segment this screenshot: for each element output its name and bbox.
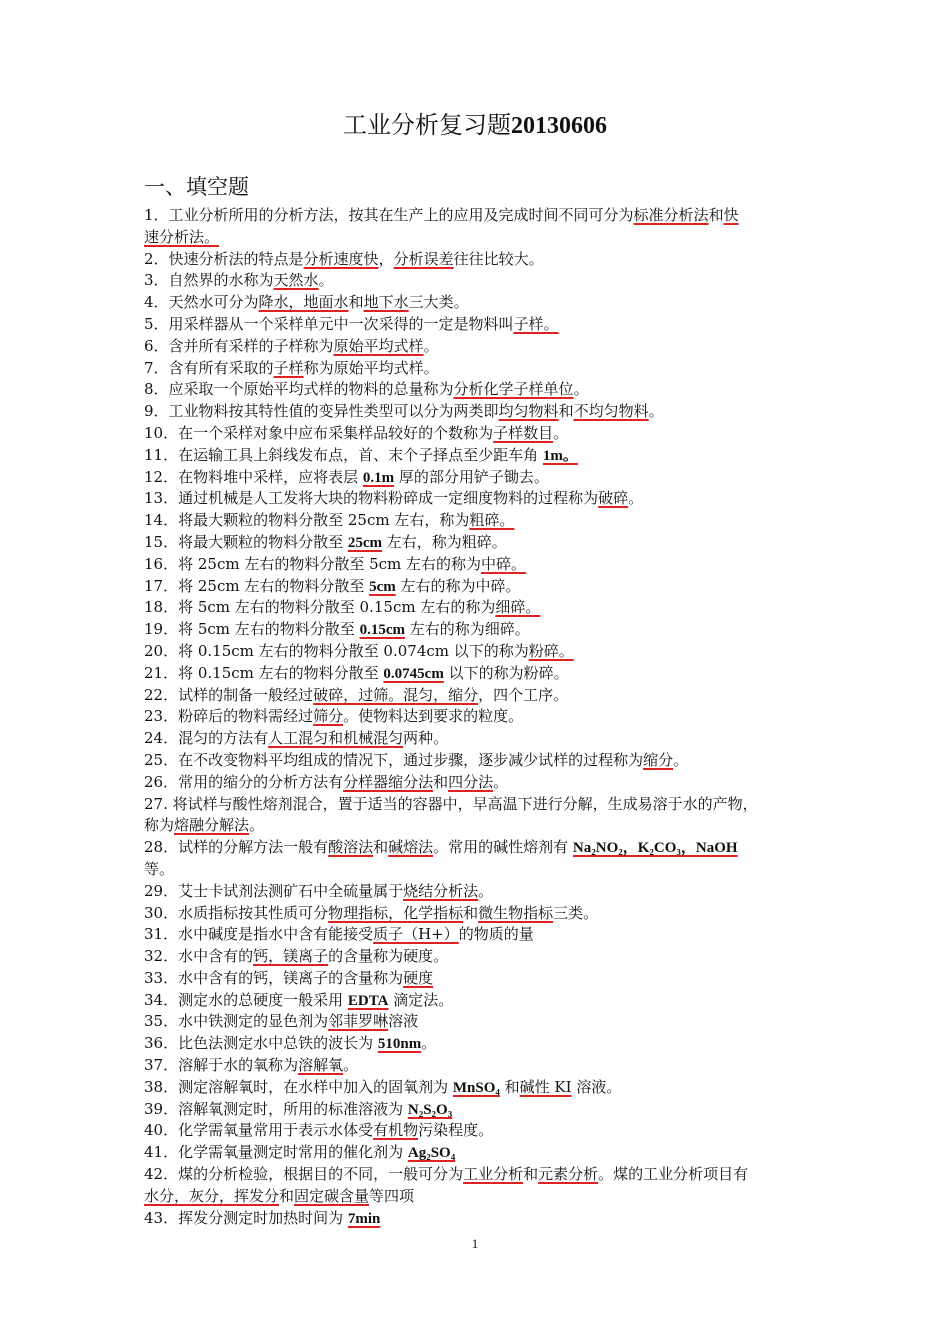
question-line xyxy=(144,249,812,271)
question-text: 38．测定溶解氧时，在水样中加入的固氧剂为 xyxy=(144,1077,453,1096)
answer-text: 7min xyxy=(347,1210,381,1227)
question-line xyxy=(144,532,812,554)
question-line xyxy=(144,1164,812,1186)
question-line xyxy=(144,968,812,990)
question-line xyxy=(144,576,812,598)
question-text: 。 xyxy=(628,489,644,508)
question-text: 13．通过机械是人工发将大块的物料粉碎成一定细度物料的过程称为 xyxy=(144,489,599,508)
question-line xyxy=(144,292,812,314)
question-line xyxy=(144,794,812,816)
answer-text: 钙，镁离子 xyxy=(253,947,329,966)
question-line xyxy=(144,924,812,946)
question-line xyxy=(144,641,812,663)
question-text: 33．水中含有的钙，镁离子的含量称为 xyxy=(144,968,404,987)
answer-text: 元素分析 xyxy=(538,1165,599,1184)
answer-text: 硬度 xyxy=(403,968,434,987)
title-text: 工业分析复习题 xyxy=(343,111,511,139)
question-text: 27. 将试样与酸性熔剂混合，置于适当的容器中，早高温下进行分解，生成易溶于水的产物， xyxy=(144,794,758,813)
question-line xyxy=(144,1055,812,1077)
question-text: 三类。 xyxy=(553,903,599,922)
answer-text: 地下水 xyxy=(363,293,409,312)
question-text: 左右的称为细碎。 xyxy=(404,620,530,639)
question-line xyxy=(144,597,812,619)
question-text: 31．水中碱度是指水中含有能接受 xyxy=(144,925,374,944)
answer-text: 水分，灰分，挥发分 xyxy=(144,1186,280,1205)
question-text: 称为原始平均式样。 xyxy=(303,358,439,377)
answer-text: 破碎 xyxy=(598,489,629,508)
question-text: 左右的称为中碎。 xyxy=(395,576,521,595)
question-line xyxy=(144,1033,812,1055)
question-text: 。 xyxy=(553,423,569,442)
question-text: 。 xyxy=(478,881,494,900)
answer-text: 子样 xyxy=(273,358,304,377)
answer-text: 速分析法。 xyxy=(144,227,220,246)
answer-text: 25cm xyxy=(347,534,383,551)
answer-text: MnSO₄ xyxy=(452,1079,500,1096)
question-text: 41．化学需氧量测定时常用的催化剂为 xyxy=(144,1143,408,1162)
section-heading: 一、填空题 xyxy=(144,175,249,199)
question-text: 4．天然水可分为 xyxy=(144,293,259,312)
question-text: 两种。 xyxy=(403,729,449,748)
answer-text: 工业分析 xyxy=(463,1165,524,1184)
question-text: 36．比色法测定水中总铁的波长为 xyxy=(144,1034,378,1053)
answer-text: 子样数目 xyxy=(493,423,554,442)
answer-text: Na₂NO₂，K₂CO₃，NaOH xyxy=(572,840,738,857)
answer-text: 5cm xyxy=(369,578,396,595)
question-line xyxy=(144,1208,812,1230)
answer-text: 破碎，过筛。混匀，缩分 xyxy=(313,685,479,704)
answer-text: 碱熔法 xyxy=(388,838,434,857)
answer-text: 粉碎。 xyxy=(528,641,574,660)
question-text: 35．水中铁测定的显色剂为 xyxy=(144,1012,329,1031)
question-line xyxy=(144,336,812,358)
question-line xyxy=(144,1011,812,1033)
question-text: 25．在不改变物料平均组成的情况下，通过步骤，逐步减少试样的过程称为 xyxy=(144,750,644,769)
answer-text: 粗碎。 xyxy=(469,511,515,530)
answer-text: 缩分 xyxy=(643,750,674,769)
answer-text: 熔融分解法 xyxy=(174,816,250,835)
question-text: 三大类。 xyxy=(408,293,469,312)
answer-text: 有机物 xyxy=(373,1121,419,1140)
question-text: 和 xyxy=(373,838,389,857)
question-text: 6．含并所有采样的子样称为 xyxy=(144,336,334,355)
question-text: 17．将 25cm 左右的物料分散至 xyxy=(144,576,370,595)
title-code: 20130606 xyxy=(511,113,607,139)
question-text: ， xyxy=(378,249,394,268)
question-text: 1．工业分析所用的分析方法，按其在生产上的应用及完成时间不同可分为 xyxy=(144,206,634,224)
question-line xyxy=(144,270,812,292)
question-text: 和 xyxy=(279,1186,295,1205)
question-line xyxy=(144,663,812,685)
answer-text: 细碎。 xyxy=(495,598,541,617)
question-line xyxy=(144,859,812,881)
question-text: 16．将 25cm 左右的物料分散至 5cm 左右的称为 xyxy=(144,554,482,573)
answer-text: 中碎。 xyxy=(481,554,527,573)
question-text: 。使物料达到要求的粒度。 xyxy=(343,707,524,726)
question-line xyxy=(144,467,812,489)
question-line xyxy=(144,685,812,707)
answer-text: 标准分析法 xyxy=(633,206,709,224)
question-line xyxy=(144,837,812,859)
question-text: 的物质的量 xyxy=(458,925,534,944)
question-text: 左右，称为粗碎。 xyxy=(382,532,507,551)
question-line xyxy=(144,205,812,227)
question-text: 往往比较大。 xyxy=(453,249,544,268)
answer-text: 分析化学子样单位 xyxy=(453,380,574,399)
answer-text: 碱性 KI xyxy=(519,1077,572,1096)
question-text: 26．常用的缩分的分析方法有 xyxy=(144,772,344,791)
answer-text: 子样。 xyxy=(513,314,559,333)
question-line xyxy=(144,379,812,401)
answer-text: 分样器缩分法 xyxy=(343,772,434,791)
question-text: 39．溶解氧测定时，所用的标准溶液为 xyxy=(144,1099,408,1118)
question-text: 。 xyxy=(318,271,334,290)
answer-text: 固定碳含量 xyxy=(294,1186,370,1205)
question-text: 2．快速分析法的特点是 xyxy=(144,249,304,268)
question-line xyxy=(144,1186,812,1208)
question-text: 以下的称为粉碎。 xyxy=(443,663,569,682)
question-line xyxy=(144,706,812,728)
question-text: 和 xyxy=(463,903,479,922)
question-text: 19．将 5cm 左右的物料分散至 xyxy=(144,620,360,639)
answer-text: 微生物指标 xyxy=(478,903,554,922)
question-text: 30．水质指标按其性质可分 xyxy=(144,903,329,922)
answer-text: 原始平均式样 xyxy=(333,336,424,355)
question-text: 。 xyxy=(421,1034,437,1053)
answer-text: 四分法 xyxy=(448,772,494,791)
question-line xyxy=(144,619,812,641)
question-line xyxy=(144,1077,812,1099)
question-line xyxy=(144,990,812,1012)
question-text: 。 xyxy=(573,380,589,399)
question-text: 污染程度。 xyxy=(418,1121,494,1140)
question-text: 32．水中含有的 xyxy=(144,947,254,966)
answer-text: 均匀物料 xyxy=(498,402,559,421)
question-text: 。 xyxy=(343,1056,359,1075)
question-line xyxy=(144,423,812,445)
question-list xyxy=(144,205,812,1229)
question-text: 42．煤的分析检验，根据目的不同，一般可分为 xyxy=(144,1165,464,1184)
question-text: 24．混匀的方法有 xyxy=(144,729,269,748)
question-line xyxy=(144,358,812,380)
page-number: 1 xyxy=(471,1236,479,1251)
question-text: 称为 xyxy=(144,816,175,835)
question-text: 22．试样的制备一般经过 xyxy=(144,685,314,704)
question-text: 。煤的工业分析项目有 xyxy=(598,1165,749,1184)
answer-text: 分析误差 xyxy=(393,249,454,268)
question-text: 23．粉碎后的物料需经过 xyxy=(144,707,314,726)
question-line xyxy=(144,445,812,467)
question-text: 。 xyxy=(249,816,265,835)
answer-text: 物理指标，化学指标 xyxy=(328,903,464,922)
answer-text: 分析速度快 xyxy=(303,249,379,268)
question-text: 3．自然界的水称为 xyxy=(144,271,274,290)
question-text: 37．溶解于水的氧称为 xyxy=(144,1056,299,1075)
question-text: 的含量称为硬度。 xyxy=(328,947,449,966)
question-text: 21．将 0.15cm 左右的物料分散至 xyxy=(144,663,384,682)
question-line xyxy=(144,510,812,532)
question-text: 和 xyxy=(708,206,724,224)
question-text: 43．挥发分测定时加热时间为 xyxy=(144,1208,348,1227)
question-text: 。 xyxy=(423,336,439,355)
question-text: 。常用的碱性熔剂有 xyxy=(433,838,573,857)
question-line xyxy=(144,314,812,336)
answer-text: N₂S₂O₃ xyxy=(407,1101,453,1118)
answer-text: EDTA xyxy=(347,992,389,1009)
answer-text: 0.15cm xyxy=(359,622,405,639)
question-text: 20．将 0.15cm 左右的物料分散至 0.074cm 以下的称为 xyxy=(144,641,529,660)
answer-text: 酸溶法 xyxy=(328,838,374,857)
question-line xyxy=(144,881,812,903)
question-line xyxy=(144,1099,812,1121)
question-line xyxy=(144,728,812,750)
answer-text: 降水，地面水 xyxy=(258,293,349,312)
question-text: 34．测定水的总硬度一般采用 xyxy=(144,990,348,1009)
question-text: 12．在物料堆中采样，应将表层 xyxy=(144,467,363,486)
question-text: 和 xyxy=(523,1165,539,1184)
question-text: 溶液 xyxy=(388,1012,419,1031)
question-text: 10．在一个采样对象中应布采集样品较好的个数称为 xyxy=(144,423,494,442)
question-text: 等。 xyxy=(144,859,175,878)
answer-text: 溶解氧 xyxy=(298,1056,344,1075)
answer-text: 快 xyxy=(723,206,739,224)
question-text: 溶液。 xyxy=(571,1077,622,1096)
question-text: 和 xyxy=(348,293,364,312)
answer-text: Ag₂SO₄ xyxy=(407,1145,456,1162)
question-text: 等四项 xyxy=(369,1186,415,1205)
question-text: 9．工业物料按其特性值的变异性类型可以分为两类即 xyxy=(144,402,499,421)
question-text: 11．在运输工具上斜线发布点，首、末个子择点至少距车角 xyxy=(144,445,543,464)
question-line xyxy=(144,554,812,576)
question-text: 14．将最大颗粒的物料分散至 25cm 左右，称为 xyxy=(144,511,470,530)
question-text: 滴定法。 xyxy=(388,990,454,1009)
answer-text: 邻菲罗啉 xyxy=(328,1012,389,1031)
answer-text: 烧结分析法 xyxy=(403,881,479,900)
question-line xyxy=(144,488,812,510)
question-text: 。 xyxy=(493,772,509,791)
question-line xyxy=(144,903,812,925)
question-text: 29．艾士卡试剂法测矿石中全硫量属于 xyxy=(144,881,404,900)
question-text: 厚的部分用铲子锄去。 xyxy=(394,467,549,486)
question-text: 。 xyxy=(673,750,689,769)
answer-text: 天然水 xyxy=(273,271,319,290)
question-text: 7．含有所有采取的 xyxy=(144,358,274,377)
question-line xyxy=(144,401,812,423)
question-line xyxy=(144,1120,812,1142)
answer-text: 不均匀物料 xyxy=(573,402,649,421)
question-text: 40．化学需氧量常用于表示水体受 xyxy=(144,1121,374,1140)
question-line xyxy=(144,227,812,249)
question-line xyxy=(144,772,812,794)
question-line xyxy=(144,750,812,772)
answer-text: 0.1m xyxy=(362,469,395,486)
answer-text: 1m。 xyxy=(542,447,578,464)
question-line xyxy=(144,1142,812,1164)
page-title xyxy=(0,108,950,143)
question-text: ，四个工序。 xyxy=(478,685,569,704)
question-text: 5．用采样器从一个采样单元中一次采得的一定是物料叫 xyxy=(144,314,514,333)
question-text: 和 xyxy=(433,772,449,791)
question-text: 。 xyxy=(648,402,664,421)
answer-text: 510nm xyxy=(377,1036,422,1053)
answer-text: 人工混匀和机械混匀 xyxy=(268,729,404,748)
question-text: 18．将 5cm 左右的物料分散至 0.15cm 左右的称为 xyxy=(144,598,496,617)
question-text: 15．将最大颗粒的物料分散至 xyxy=(144,532,348,551)
question-line xyxy=(144,815,812,837)
answer-text: 0.0745cm xyxy=(383,665,444,682)
question-text: 28．试样的分解方法一般有 xyxy=(144,838,329,857)
question-text: 和 xyxy=(499,1077,520,1096)
question-text: 和 xyxy=(558,402,574,421)
answer-text: 筛分 xyxy=(313,707,344,726)
question-line xyxy=(144,946,812,968)
answer-text: 质子（H+） xyxy=(373,925,459,944)
question-text: 8．应采取一个原始平均式样的物料的总量称为 xyxy=(144,380,454,399)
